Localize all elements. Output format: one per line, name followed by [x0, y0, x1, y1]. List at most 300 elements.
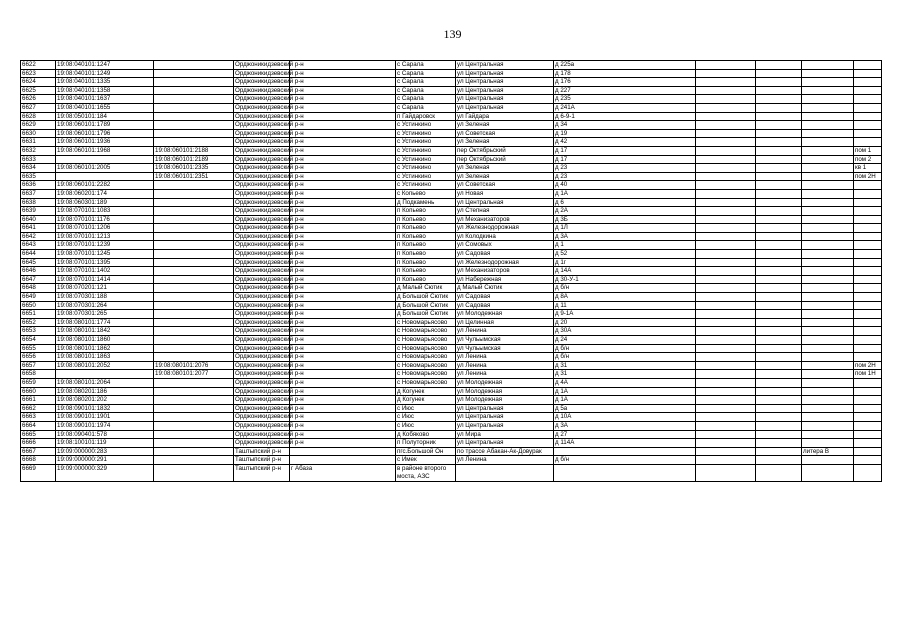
- structure-cell: [802, 121, 854, 130]
- premises-cell: пом 2Н: [854, 361, 882, 370]
- spacer-cell-2: [696, 456, 756, 465]
- city-cell: [290, 86, 396, 95]
- city-cell: [290, 198, 396, 207]
- city-cell: [290, 103, 396, 112]
- structure-cell: [802, 361, 854, 370]
- district-cell: Орджоникидзевский р-н: [235, 146, 304, 154]
- building-cell: [756, 232, 802, 241]
- row-number-cell: 6644: [21, 250, 56, 259]
- linked-number-cell: [154, 112, 234, 121]
- linked-number-cell: [154, 224, 234, 233]
- district-cell: Орджоникидзевский р-н: [235, 78, 304, 86]
- building-cell: [756, 370, 802, 379]
- house-cell: д 34: [554, 121, 696, 130]
- premises-cell: [854, 310, 882, 319]
- spacer-cell-2: [696, 155, 756, 164]
- row-number-cell: 6650: [21, 301, 56, 310]
- settlement-cell: с Сарала: [396, 103, 456, 112]
- settlement-cell: п Копьево: [396, 215, 456, 224]
- table-row: [21, 387, 882, 396]
- district-cell: Орджоникидзевский р-н: [235, 129, 304, 137]
- premises-cell: [854, 138, 882, 147]
- linked-number-cell: [154, 189, 234, 198]
- district-cell: Таштыпский р-н: [234, 447, 290, 456]
- row-number-cell: 6669: [21, 464, 56, 481]
- cadastral-number-cell: [56, 172, 154, 181]
- street-cell: ул Советская: [456, 181, 554, 190]
- house-cell: д б/н: [554, 456, 696, 465]
- structure-cell: литера В: [802, 447, 854, 456]
- street-cell: ул Ленина: [456, 456, 554, 465]
- house-cell: д 23: [554, 172, 696, 181]
- linked-number-cell: 19:08:060101:2189: [154, 155, 234, 164]
- spacer-cell-2: [696, 215, 756, 224]
- table-row: [21, 344, 882, 353]
- city-cell: [290, 224, 396, 233]
- settlement-cell: п Копьево: [396, 241, 456, 250]
- house-cell: д 30А: [554, 327, 696, 336]
- row-number-cell: 6623: [21, 69, 56, 78]
- premises-cell: [854, 353, 882, 362]
- settlement-cell: д Малый Сютик: [396, 284, 456, 293]
- row-number-cell: 6665: [21, 430, 56, 439]
- house-cell: д 1А: [554, 396, 696, 405]
- table-row: [21, 327, 882, 336]
- cadastral-number-cell: 19:08:090101:1832: [56, 404, 154, 413]
- premises-cell: [854, 189, 882, 198]
- cadastral-number-cell: [56, 370, 154, 379]
- house-cell: д 241А: [554, 103, 696, 112]
- table-row: [21, 421, 882, 430]
- settlement-cell: с Копьево: [396, 189, 456, 198]
- linked-number-cell: [154, 439, 234, 448]
- structure-cell: [802, 421, 854, 430]
- street-cell: по трассе Абакан-Ак-Довурак: [456, 447, 554, 456]
- linked-number-cell: [154, 207, 234, 216]
- building-cell: [756, 207, 802, 216]
- city-cell: [290, 447, 396, 456]
- spacer-cell-2: [696, 284, 756, 293]
- building-cell: [756, 129, 802, 138]
- street-cell: ул Центральная: [456, 95, 554, 104]
- building-cell: [756, 396, 802, 405]
- table-row: [21, 181, 882, 190]
- street-cell: ул Механизаторов: [456, 215, 554, 224]
- district-cell: Орджоникидзевский р-н: [235, 181, 304, 189]
- building-cell: [756, 250, 802, 259]
- district-cell: Орджоникидзевский р-н: [235, 69, 304, 77]
- structure-cell: [802, 95, 854, 104]
- spacer-cell-2: [696, 181, 756, 190]
- house-cell: д 24: [554, 336, 696, 345]
- cadastral-number-cell: 19:08:080101:1862: [56, 344, 154, 353]
- house-cell: д 10А: [554, 413, 696, 422]
- linked-number-cell: [154, 138, 234, 147]
- cadastral-number-cell: 19:08:040101:1249: [56, 69, 154, 78]
- premises-cell: пом 1: [854, 146, 882, 155]
- city-cell: [290, 370, 396, 379]
- structure-cell: [802, 112, 854, 121]
- building-cell: [756, 155, 802, 164]
- linked-number-cell: [154, 103, 234, 112]
- house-cell: д 40: [554, 181, 696, 190]
- premises-cell: [854, 258, 882, 267]
- table-row: [21, 112, 882, 121]
- spacer-cell-2: [696, 464, 756, 481]
- settlement-cell: с Новомарьясово: [396, 336, 456, 345]
- row-number-cell: 6646: [21, 267, 56, 276]
- premises-cell: [854, 456, 882, 465]
- cadastral-number-cell: 19:08:040101:1655: [56, 103, 154, 112]
- city-cell: [290, 121, 396, 130]
- linked-number-cell: [154, 181, 234, 190]
- cadastral-number-cell: 19:08:080101:1860: [56, 336, 154, 345]
- spacer-cell-2: [696, 258, 756, 267]
- building-cell: [756, 430, 802, 439]
- street-cell: ул Молодежная: [456, 310, 554, 319]
- premises-cell: кв 1: [854, 164, 882, 173]
- row-number-cell: 6630: [21, 129, 56, 138]
- house-cell: д 235: [554, 95, 696, 104]
- district-cell: Орджоникидзевский р-н: [235, 404, 304, 412]
- settlement-cell: с Июс: [396, 413, 456, 422]
- building-cell: [756, 456, 802, 465]
- spacer-cell-2: [696, 112, 756, 121]
- cadastral-number-cell: 19:09:000000:329: [56, 464, 154, 481]
- house-cell: д 225а: [554, 61, 696, 70]
- house-cell: д 42: [554, 138, 696, 147]
- building-cell: [756, 327, 802, 336]
- settlement-cell: с Июс: [396, 421, 456, 430]
- city-cell: [290, 207, 396, 216]
- cadastral-number-cell: 19:08:070101:1402: [56, 267, 154, 276]
- cadastral-number-cell: 19:08:060101:1789: [56, 121, 154, 130]
- table-row: [21, 232, 882, 241]
- table-row: [21, 172, 882, 181]
- linked-number-cell: [154, 61, 234, 70]
- building-cell: [756, 258, 802, 267]
- building-cell: [756, 301, 802, 310]
- house-cell: д 2А: [554, 207, 696, 216]
- house-cell: д 178: [554, 69, 696, 78]
- spacer-cell-2: [696, 396, 756, 405]
- house-cell: д 8А: [554, 293, 696, 302]
- table-row: [21, 224, 882, 233]
- premises-cell: [854, 69, 882, 78]
- spacer-cell-2: [696, 207, 756, 216]
- district-cell: Орджоникидзевский р-н: [235, 61, 304, 68]
- structure-cell: [802, 224, 854, 233]
- street-cell: ул Садовая: [456, 301, 554, 310]
- premises-cell: [854, 284, 882, 293]
- linked-number-cell: [154, 344, 234, 353]
- city-cell: [290, 181, 396, 190]
- building-cell: [756, 138, 802, 147]
- street-cell: ул Механизаторов: [456, 267, 554, 276]
- settlement-cell: п Копьево: [396, 224, 456, 233]
- cadastral-number-cell: 19:08:040101:1247: [56, 61, 154, 70]
- building-cell: [756, 78, 802, 87]
- table-row: [21, 396, 882, 405]
- settlement-cell: с Сарала: [396, 69, 456, 78]
- linked-number-cell: [154, 267, 234, 276]
- linked-number-cell: [154, 258, 234, 267]
- row-number-cell: 6645: [21, 258, 56, 267]
- building-cell: [756, 361, 802, 370]
- structure-cell: [802, 267, 854, 276]
- table-row: [21, 310, 882, 319]
- structure-cell: [802, 327, 854, 336]
- street-cell: ул Гайдара: [456, 112, 554, 121]
- district-cell: Орджоникидзевский р-н: [235, 121, 304, 129]
- city-cell: [290, 293, 396, 302]
- house-cell: д 3А: [554, 421, 696, 430]
- table-row: [21, 146, 882, 155]
- settlement-cell: с Сарала: [396, 78, 456, 87]
- building-cell: [756, 61, 802, 70]
- row-number-cell: 6627: [21, 103, 56, 112]
- building-cell: [756, 421, 802, 430]
- row-number-cell: 6659: [21, 378, 56, 387]
- structure-cell: [802, 301, 854, 310]
- table-row: [21, 69, 882, 78]
- city-cell: [290, 318, 396, 327]
- building-cell: [756, 318, 802, 327]
- row-number-cell: 6647: [21, 275, 56, 284]
- premises-cell: [854, 336, 882, 345]
- settlement-cell: с Устинкино: [396, 129, 456, 138]
- structure-cell: [802, 241, 854, 250]
- linked-number-cell: [154, 430, 234, 439]
- spacer-cell-2: [696, 61, 756, 70]
- spacer-cell-2: [696, 439, 756, 448]
- cadastral-number-cell: 19:08:080101:1842: [56, 327, 154, 336]
- premises-cell: [854, 293, 882, 302]
- spacer-cell-2: [696, 275, 756, 284]
- spacer-cell-2: [696, 232, 756, 241]
- settlement-cell: д Большой Сютик: [396, 301, 456, 310]
- cadastral-number-cell: 19:08:070301:265: [56, 310, 154, 319]
- city-cell: [290, 129, 396, 138]
- street-cell: ул Центральная: [456, 103, 554, 112]
- linked-number-cell: [154, 69, 234, 78]
- structure-cell: [802, 86, 854, 95]
- street-cell: ул Мира: [456, 430, 554, 439]
- city-cell: г Абаза: [290, 464, 396, 481]
- building-cell: [756, 146, 802, 155]
- spacer-cell-2: [696, 413, 756, 422]
- house-cell: д 11: [554, 301, 696, 310]
- building-cell: [756, 181, 802, 190]
- district-cell: Орджоникидзевский р-н: [235, 439, 304, 447]
- structure-cell: [802, 456, 854, 465]
- spacer-cell-2: [696, 310, 756, 319]
- building-cell: [756, 112, 802, 121]
- linked-number-cell: [154, 327, 234, 336]
- premises-cell: [854, 250, 882, 259]
- row-number-cell: 6635: [21, 172, 56, 181]
- linked-number-cell: [154, 129, 234, 138]
- city-cell: [290, 396, 396, 405]
- table-row: [21, 413, 882, 422]
- street-cell: пер Октябрьский: [456, 155, 554, 164]
- structure-cell: [802, 430, 854, 439]
- house-cell: д 20: [554, 318, 696, 327]
- table-row: [21, 447, 882, 456]
- street-cell: ул Чульымская: [456, 336, 554, 345]
- street-cell: ул Новая: [456, 189, 554, 198]
- linked-number-cell: [154, 404, 234, 413]
- premises-cell: [854, 103, 882, 112]
- table-row: [21, 103, 882, 112]
- structure-cell: [802, 284, 854, 293]
- cadastral-number-cell: 19:08:060101:2005: [56, 164, 154, 173]
- row-number-cell: 6634: [21, 164, 56, 173]
- premises-cell: [854, 215, 882, 224]
- structure-cell: [802, 181, 854, 190]
- table-row: [21, 336, 882, 345]
- city-cell: [290, 138, 396, 147]
- settlement-cell: с Сарала: [396, 95, 456, 104]
- city-cell: [290, 413, 396, 422]
- settlement-cell: с Сарала: [396, 86, 456, 95]
- settlement-cell: с Новомарьясово: [396, 353, 456, 362]
- table-row: [21, 284, 882, 293]
- building-cell: [756, 464, 802, 481]
- structure-cell: [802, 336, 854, 345]
- table-row: [21, 164, 882, 173]
- table-row: [21, 250, 882, 259]
- street-cell: ул Целинная: [456, 318, 554, 327]
- premises-cell: [854, 86, 882, 95]
- building-cell: [756, 310, 802, 319]
- row-number-cell: 6622: [21, 61, 56, 70]
- settlement-cell: с Июс: [396, 404, 456, 413]
- table-row: [21, 241, 882, 250]
- table-row: [21, 189, 882, 198]
- city-cell: [290, 456, 396, 465]
- district-cell: Орджоникидзевский р-н: [235, 370, 304, 378]
- table-row: [21, 207, 882, 216]
- building-cell: [756, 189, 802, 198]
- district-cell: Орджоникидзевский р-н: [235, 172, 304, 180]
- row-number-cell: 6656: [21, 353, 56, 362]
- cadastral-number-cell: 19:08:090401:578: [56, 430, 154, 439]
- street-cell: ул Центральная: [456, 61, 554, 70]
- district-cell: Орджоникидзевский р-н: [235, 361, 304, 369]
- settlement-cell: д Кобяково: [396, 430, 456, 439]
- spacer-cell-2: [696, 78, 756, 87]
- cadastral-number-cell: 19:08:070301:264: [56, 301, 154, 310]
- house-cell: д 31: [554, 361, 696, 370]
- city-cell: [290, 78, 396, 87]
- city-cell: [290, 155, 396, 164]
- premises-cell: [854, 198, 882, 207]
- house-cell: д 114А: [554, 439, 696, 448]
- street-cell: ул Ленина: [456, 370, 554, 379]
- premises-cell: [854, 121, 882, 130]
- settlement-cell: с Имек: [396, 456, 456, 465]
- spacer-cell-2: [696, 404, 756, 413]
- table-row: [21, 198, 882, 207]
- building-cell: [756, 172, 802, 181]
- street-cell: ул Садовая: [456, 250, 554, 259]
- spacer-cell-2: [696, 224, 756, 233]
- cadastral-number-cell: 19:08:080101:1863: [56, 353, 154, 362]
- premises-cell: [854, 275, 882, 284]
- structure-cell: [802, 344, 854, 353]
- spacer-cell-2: [696, 146, 756, 155]
- settlement-cell: пгс.Большой Он: [396, 447, 456, 456]
- house-cell: д 23: [554, 164, 696, 173]
- city-cell: [290, 421, 396, 430]
- building-cell: [756, 164, 802, 173]
- spacer-cell-2: [696, 361, 756, 370]
- city-cell: [290, 95, 396, 104]
- city-cell: [290, 275, 396, 284]
- street-cell: ул Центральная: [456, 78, 554, 87]
- premises-cell: [854, 378, 882, 387]
- street-cell: ул Советская: [456, 129, 554, 138]
- district-cell: Орджоникидзевский р-н: [235, 293, 304, 301]
- table-row: [21, 318, 882, 327]
- structure-cell: [802, 353, 854, 362]
- table-row: [21, 215, 882, 224]
- linked-number-cell: [154, 396, 234, 405]
- row-number-cell: 6651: [21, 310, 56, 319]
- row-number-cell: 6658: [21, 370, 56, 379]
- street-cell: ул Ленина: [456, 327, 554, 336]
- street-cell: ул Сомовых: [456, 241, 554, 250]
- premises-cell: [854, 404, 882, 413]
- city-cell: [290, 61, 396, 70]
- row-number-cell: 6637: [21, 189, 56, 198]
- district-cell: Таштыпский р-н: [234, 464, 290, 481]
- linked-number-cell: [154, 95, 234, 104]
- settlement-cell: п Полуторник: [396, 439, 456, 448]
- spacer-cell-2: [696, 370, 756, 379]
- district-cell: Орджоникидзевский р-н: [235, 224, 304, 232]
- city-cell: [290, 439, 396, 448]
- premises-cell: [854, 61, 882, 70]
- street-cell: ул Центральная: [456, 86, 554, 95]
- street-cell: ул Ленина: [456, 353, 554, 362]
- cadastral-number-cell: 19:08:060101:1796: [56, 129, 154, 138]
- cadastral-number-cell: 19:08:070101:1176: [56, 215, 154, 224]
- premises-cell: [854, 327, 882, 336]
- table-row: [21, 361, 882, 370]
- district-cell: Орджоникидзевский р-н: [235, 421, 304, 429]
- district-cell: Орджоникидзевский р-н: [235, 232, 304, 240]
- spacer-cell-2: [696, 267, 756, 276]
- linked-number-cell: [154, 353, 234, 362]
- district-cell: Таштыпский р-н: [234, 456, 290, 465]
- structure-cell: [802, 155, 854, 164]
- district-cell: Орджоникидзевский р-н: [235, 103, 304, 111]
- city-cell: [290, 404, 396, 413]
- linked-number-cell: [154, 121, 234, 130]
- row-number-cell: 6624: [21, 78, 56, 87]
- premises-cell: [854, 232, 882, 241]
- city-cell: [290, 258, 396, 267]
- linked-number-cell: [154, 198, 234, 207]
- cadastral-number-cell: 19:08:070101:1245: [56, 250, 154, 259]
- row-number-cell: 6661: [21, 396, 56, 405]
- spacer-cell-2: [696, 121, 756, 130]
- cadastral-number-cell: 19:08:080101:1774: [56, 318, 154, 327]
- cadastral-number-cell: 19:08:070101:1213: [56, 232, 154, 241]
- settlement-cell: с Устинкино: [396, 155, 456, 164]
